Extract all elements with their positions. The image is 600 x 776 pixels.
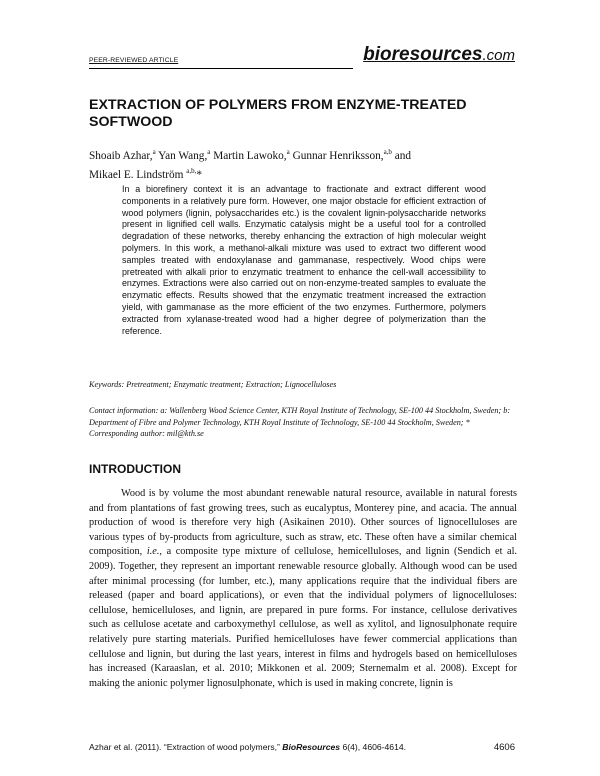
peer-reviewed-label: PEER-REVIEWED ARTICLE (89, 57, 179, 64)
header-rule (89, 68, 353, 69)
author-affiliation: a,b (383, 148, 392, 156)
author-affiliation: a (207, 148, 211, 156)
author-name: Yan Wang, (158, 149, 208, 162)
section-heading-introduction: INTRODUCTION (89, 462, 181, 476)
running-footer (89, 742, 515, 752)
article-title: EXTRACTION OF POLYMERS FROM ENZYME-TREATED SOFTWOOD (89, 97, 467, 130)
author-affiliation: a,b, (186, 166, 197, 175)
corresponding-author-mark: * (196, 168, 203, 181)
author-affiliation: a (152, 148, 156, 156)
author-conjunction: and (394, 149, 412, 162)
author-name: Mikael E. Lindström (89, 168, 184, 181)
contact-information: Contact information: a: Wallenberg Wood Science Center, KTH Royal Institute of Technology, SE-100 44 Stockholm, Sweden; b: Department of Fibre and Polymer Technology, KTH Royal Institute of Technology, SE-100 44 Stockholm, Sweden; * Corresponding author: mil@kth.se (89, 406, 511, 438)
paragraph-text: Wood is by volume the most abundant renewable natural resource, available in natural forests and from plantations of fast growing trees, such as eucalyptus, Monterey pine, and acacia. The annual production of wood is therefore very high (Asikainen 2010). Other sources of lignocelluloses are various types of by-products from agriculture, such as straw, etc. These often have a similar chemical composition, (89, 488, 517, 558)
footer-volume-pages: 6(4), 4606-4614. (342, 742, 407, 752)
page-number: 4606 (493, 742, 515, 753)
footer-journal-name: BioResources (282, 742, 341, 752)
author-affiliation: a (286, 148, 290, 156)
journal-site-suffix: .com (482, 47, 515, 64)
introduction-paragraph (89, 487, 517, 691)
paragraph-text: , a composite type mixture of cellulose, hemicelluloses, and lignin (Sendich et al. 2009). Together, they represent an important renewable resource globally. Although wood can be used after minimal processing (for lumber, etc.), many applications require that the individual fibers are released (paper and board applications), or even that the individual polymers of lignocelluloses: cellulose, hemicelluloses, and lignin, are prepared in pure forms. For instance, cellulose derivatives such as cellulose acetate and carboxymethyl cellulose, as well as xylitol, and lignosulphonate require relatively pure starting materials. Purified hemicelluloses have fewer commercial applications than cellulose and lignin, but during the last years, interest in films and hydrogels based on hemicelluloses has increased (Karaaslan, et al. 2010; Mikkonen et al. 2009; Sternemalm et al. 2008). Except for making the anionic polymer lignosulphonate, which is used in making concrete, lignin is (89, 546, 517, 689)
journal-site-name: bioresources (363, 44, 483, 65)
paragraph-italic-ie: i.e. (146, 546, 160, 558)
author-name: Gunnar Henriksson, (292, 149, 384, 162)
author-name: Shoaib Azhar, (89, 149, 153, 162)
keywords: Keywords: Pretreatment; Enzymatic treatment; Extraction; Lignocelluloses (89, 380, 337, 389)
running-header (89, 44, 515, 72)
footer-citation: Azhar et al. (2011). “Extraction of wood polymers,” (89, 742, 280, 752)
journal-site-link[interactable] (363, 44, 515, 66)
author-list (89, 145, 519, 183)
abstract: In a biorefinery context it is an advantage to fractionate and extract different wood components in a relatively pure form. However, one major obstacle for efficient extraction of wood polymers (lignin, polysaccharides etc.) is the covalent lignin-polysaccharide networks present in lignified cell walls. Enzymatic catalysis might be a useful tool for a controlled degradation of these networks, thereby enhancing the extraction of high molecular weight polymers. In this work, a methanol-alkali mixture was used to extract two different wood samples treated with endoxylanase and gammanase, respectively. Wood chips were pretreated with alkali prior to enzymatic treatment to enhance the cell-wall accessibility to enzymes. Extractions were also carried out on non-enzyme-treated samples to evaluate the enzymatic effects. Results showed that the enzymatic treatment increased the extraction yield, with gammanase as the more efficient of the two enzymes. Furthermore, polymers extracted from xylanase-treated wood had a higher degree of polymerization than the reference. (122, 184, 486, 336)
author-name: Martin Lawoko, (213, 149, 287, 162)
